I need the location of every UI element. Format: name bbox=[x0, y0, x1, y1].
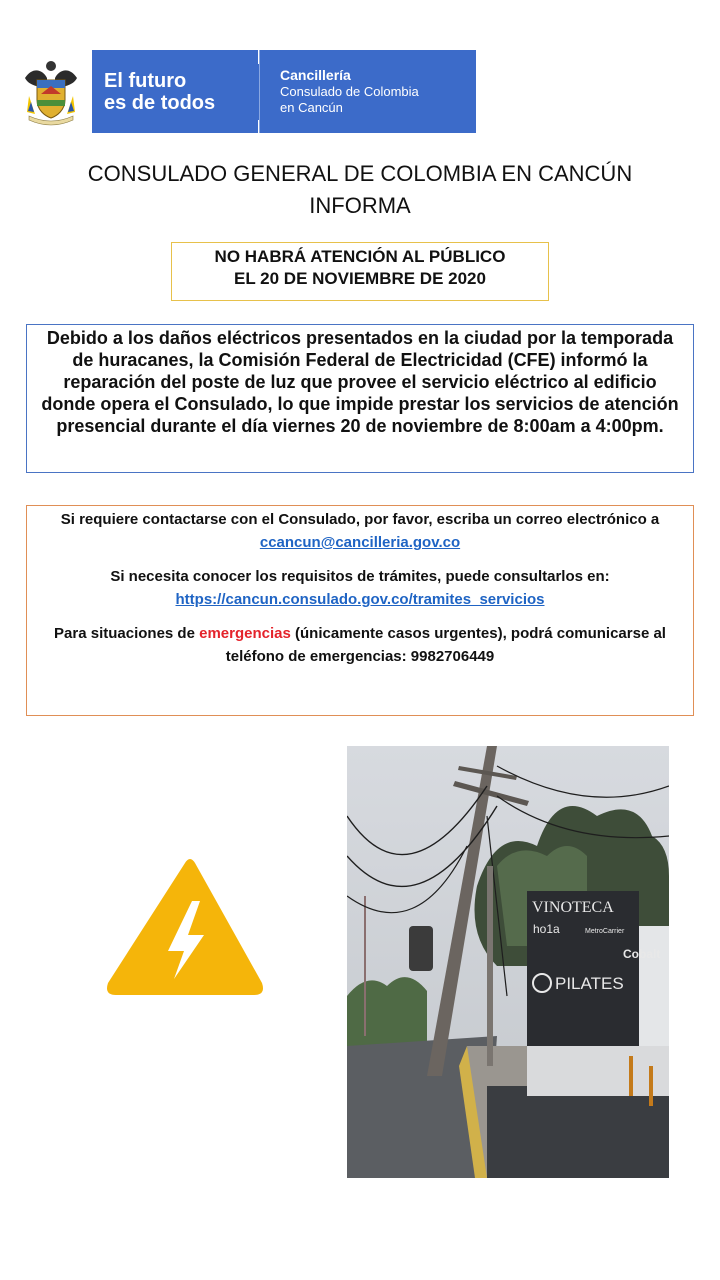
reason-text: Debido a los daños eléctricos presentados en la ciudad por la temporada de huracanes, la Comisión Federal de Electricidad (CFE) informó la reparación del poste de luz que provee el servicio eléctrico al edificio donde opera el Consulado, lo que impide prestar los servicios de atención presencial durante el día viernes 20 de noviembre de 8:00am a 4:00pm. bbox=[41, 328, 679, 436]
emergency-prefix: Para situaciones de bbox=[54, 625, 195, 642]
notice-line1: NO HABRÁ ATENCIÓN AL PÚBLICO bbox=[214, 247, 506, 266]
tramites-link[interactable]: https://cancun.consulado.gov.co/tramites_servicios bbox=[175, 591, 545, 608]
lightning-warning-icon bbox=[104, 855, 266, 997]
email-link[interactable]: ccancun@cancilleria.gov.co bbox=[259, 534, 461, 551]
tramites-paragraph bbox=[45, 565, 675, 611]
sign-cobalt: Cobalt bbox=[623, 947, 661, 961]
contact-box bbox=[26, 505, 694, 716]
title-line2: INFORMA bbox=[309, 193, 411, 218]
entity-line1: Cancillería bbox=[280, 67, 351, 83]
sign-pilates: PILATES bbox=[555, 974, 624, 993]
entity-block bbox=[259, 50, 476, 133]
closure-notice bbox=[171, 242, 549, 301]
colombia-crest-icon bbox=[10, 50, 92, 133]
emergency-paragraph bbox=[45, 622, 675, 668]
email-text: Si requiere contactarse con el Consulado, por favor, escriba un correo electrónico a bbox=[60, 511, 660, 528]
header-banner bbox=[10, 50, 476, 133]
email-paragraph bbox=[45, 508, 675, 554]
slogan-block bbox=[92, 50, 258, 133]
slogan-line2: es de todos bbox=[104, 91, 216, 114]
emergency-word: emergencias bbox=[199, 625, 291, 642]
entity-line3: en Cancún bbox=[280, 100, 343, 115]
sign-metrocarrier: MetroCarrier bbox=[585, 928, 625, 935]
notice-line2: EL 20 DE NOVIEMBRE DE 2020 bbox=[234, 269, 486, 288]
page-title bbox=[40, 158, 680, 222]
reason-box bbox=[26, 324, 694, 473]
entity-line2: Consulado de Colombia bbox=[280, 84, 419, 99]
title-line1: CONSULADO GENERAL DE COLOMBIA EN CANCÚN bbox=[87, 161, 633, 186]
sign-vinoteca: VINOTECA bbox=[532, 899, 614, 916]
street-photo bbox=[347, 746, 669, 1178]
sign-hola: ho1a bbox=[533, 922, 560, 936]
emergency-suffix: (únicamente casos urgentes), podrá comunicarse al teléfono de emergencias: 9982706449 bbox=[225, 625, 666, 665]
tramites-text: Si necesita conocer los requisitos de trámites, puede consultarlos en: bbox=[110, 568, 610, 585]
slogan-line1: El futuro bbox=[104, 69, 187, 92]
